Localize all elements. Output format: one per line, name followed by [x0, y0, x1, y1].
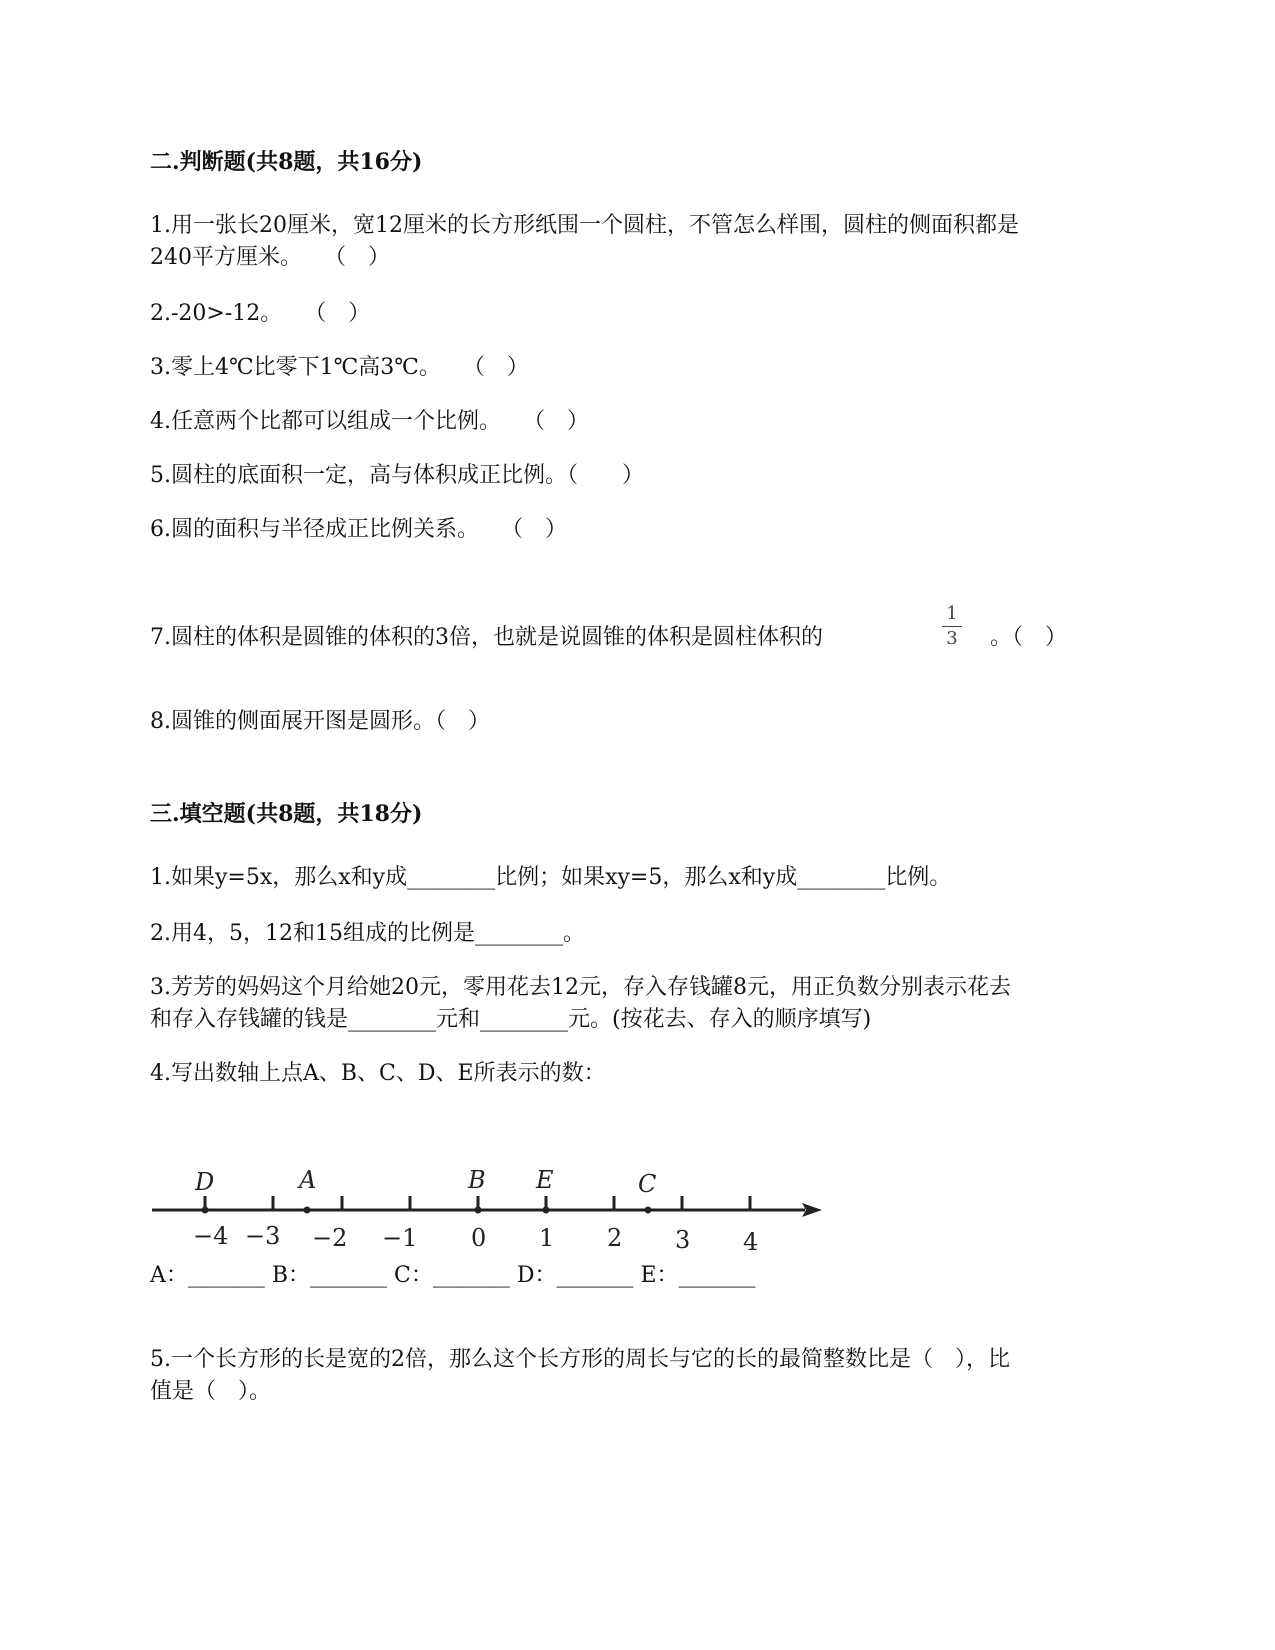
judge-question-7: 7.圆柱的体积是圆锥的体积的3倍，也就是说圆锥的体积是圆柱体积的	[150, 625, 823, 650]
number-line-figure	[150, 1170, 830, 1260]
point-e-dot	[543, 1207, 550, 1214]
point-label-d: D	[195, 1170, 215, 1196]
judge-question-3: 3.零上4℃比零下1℃高3℃。 （ ）	[150, 355, 529, 380]
judge-question-2: 2.-20>-12。 （ ）	[150, 301, 371, 326]
fill-question-4-answers: A：_______ B：_______ C：_______ D：_______ E：_______	[150, 1263, 756, 1288]
judge-question-1-line-2: 240平方厘米。 （ ）	[150, 245, 390, 270]
point-label-e: E	[536, 1170, 554, 1194]
fill-question-1: 1.如果y=5x，那么x和y成________比例；如果xy=5，那么x和y成________比例。	[150, 865, 952, 890]
fill-question-5-line-2: 值是（ ）。	[150, 1379, 272, 1404]
section-heading-fill: 三.填空题(共8题，共18分)	[150, 801, 423, 827]
section-heading-judge: 二.判断题(共8题，共16分)	[150, 149, 423, 175]
tick-label: 2	[607, 1224, 623, 1252]
judge-question-1-line-1: 1.用一张长20厘米，宽12厘米的长方形纸围一个圆柱，不管怎么样围，圆柱的侧面积都是	[150, 213, 1019, 238]
fill-question-3-line-1: 3.芳芳的妈妈这个月给她20元，零用花去12元，存入存钱罐8元，用正负数分别表示花去	[150, 975, 1011, 1000]
fraction-denominator: 3	[946, 628, 958, 649]
tick-label: −2	[312, 1224, 348, 1252]
tick-label: 3	[675, 1226, 691, 1254]
fill-question-2: 2.用4，5，12和15组成的比例是________。	[150, 921, 585, 946]
point-label-c: C	[638, 1170, 657, 1198]
point-a-dot	[304, 1207, 311, 1214]
judge-question-4: 4.任意两个比都可以组成一个比例。 （ ）	[150, 409, 589, 434]
fraction-numerator: 1	[946, 603, 958, 624]
fraction-one-third	[938, 604, 966, 649]
fraction-bar	[942, 626, 962, 627]
point-c-dot	[645, 1207, 652, 1214]
judge-question-8: 8.圆锥的侧面展开图是圆形。（ ）	[150, 709, 490, 734]
judge-question-7-tail: 。（ ）	[990, 625, 1068, 650]
tick-label: 0	[471, 1224, 487, 1252]
point-d-dot	[202, 1207, 209, 1214]
fill-question-5-line-1: 5.一个长方形的长是宽的2倍，那么这个长方形的周长与它的长的最简整数比是（ ），比	[150, 1347, 1010, 1372]
tick-label: −3	[245, 1222, 281, 1250]
tick-label: 4	[743, 1228, 759, 1256]
judge-question-5: 5.圆柱的底面积一定，高与体积成正比例。（ ）	[150, 463, 644, 488]
point-b-dot	[475, 1207, 482, 1214]
tick-label: 1	[539, 1224, 555, 1252]
judge-question-6: 6.圆的面积与半径成正比例关系。 （ ）	[150, 517, 567, 542]
point-label-a: A	[299, 1170, 317, 1194]
fill-question-4: 4.写出数轴上点A、B、C、D、E所表示的数：	[150, 1061, 606, 1086]
tick-label: −1	[382, 1224, 418, 1252]
point-label-b: B	[468, 1170, 486, 1194]
fill-question-3-line-2: 和存入存钱罐的钱是________元和________元。(按花去、存入的顺序填写)	[150, 1007, 872, 1032]
tick-label: −4	[193, 1222, 229, 1250]
